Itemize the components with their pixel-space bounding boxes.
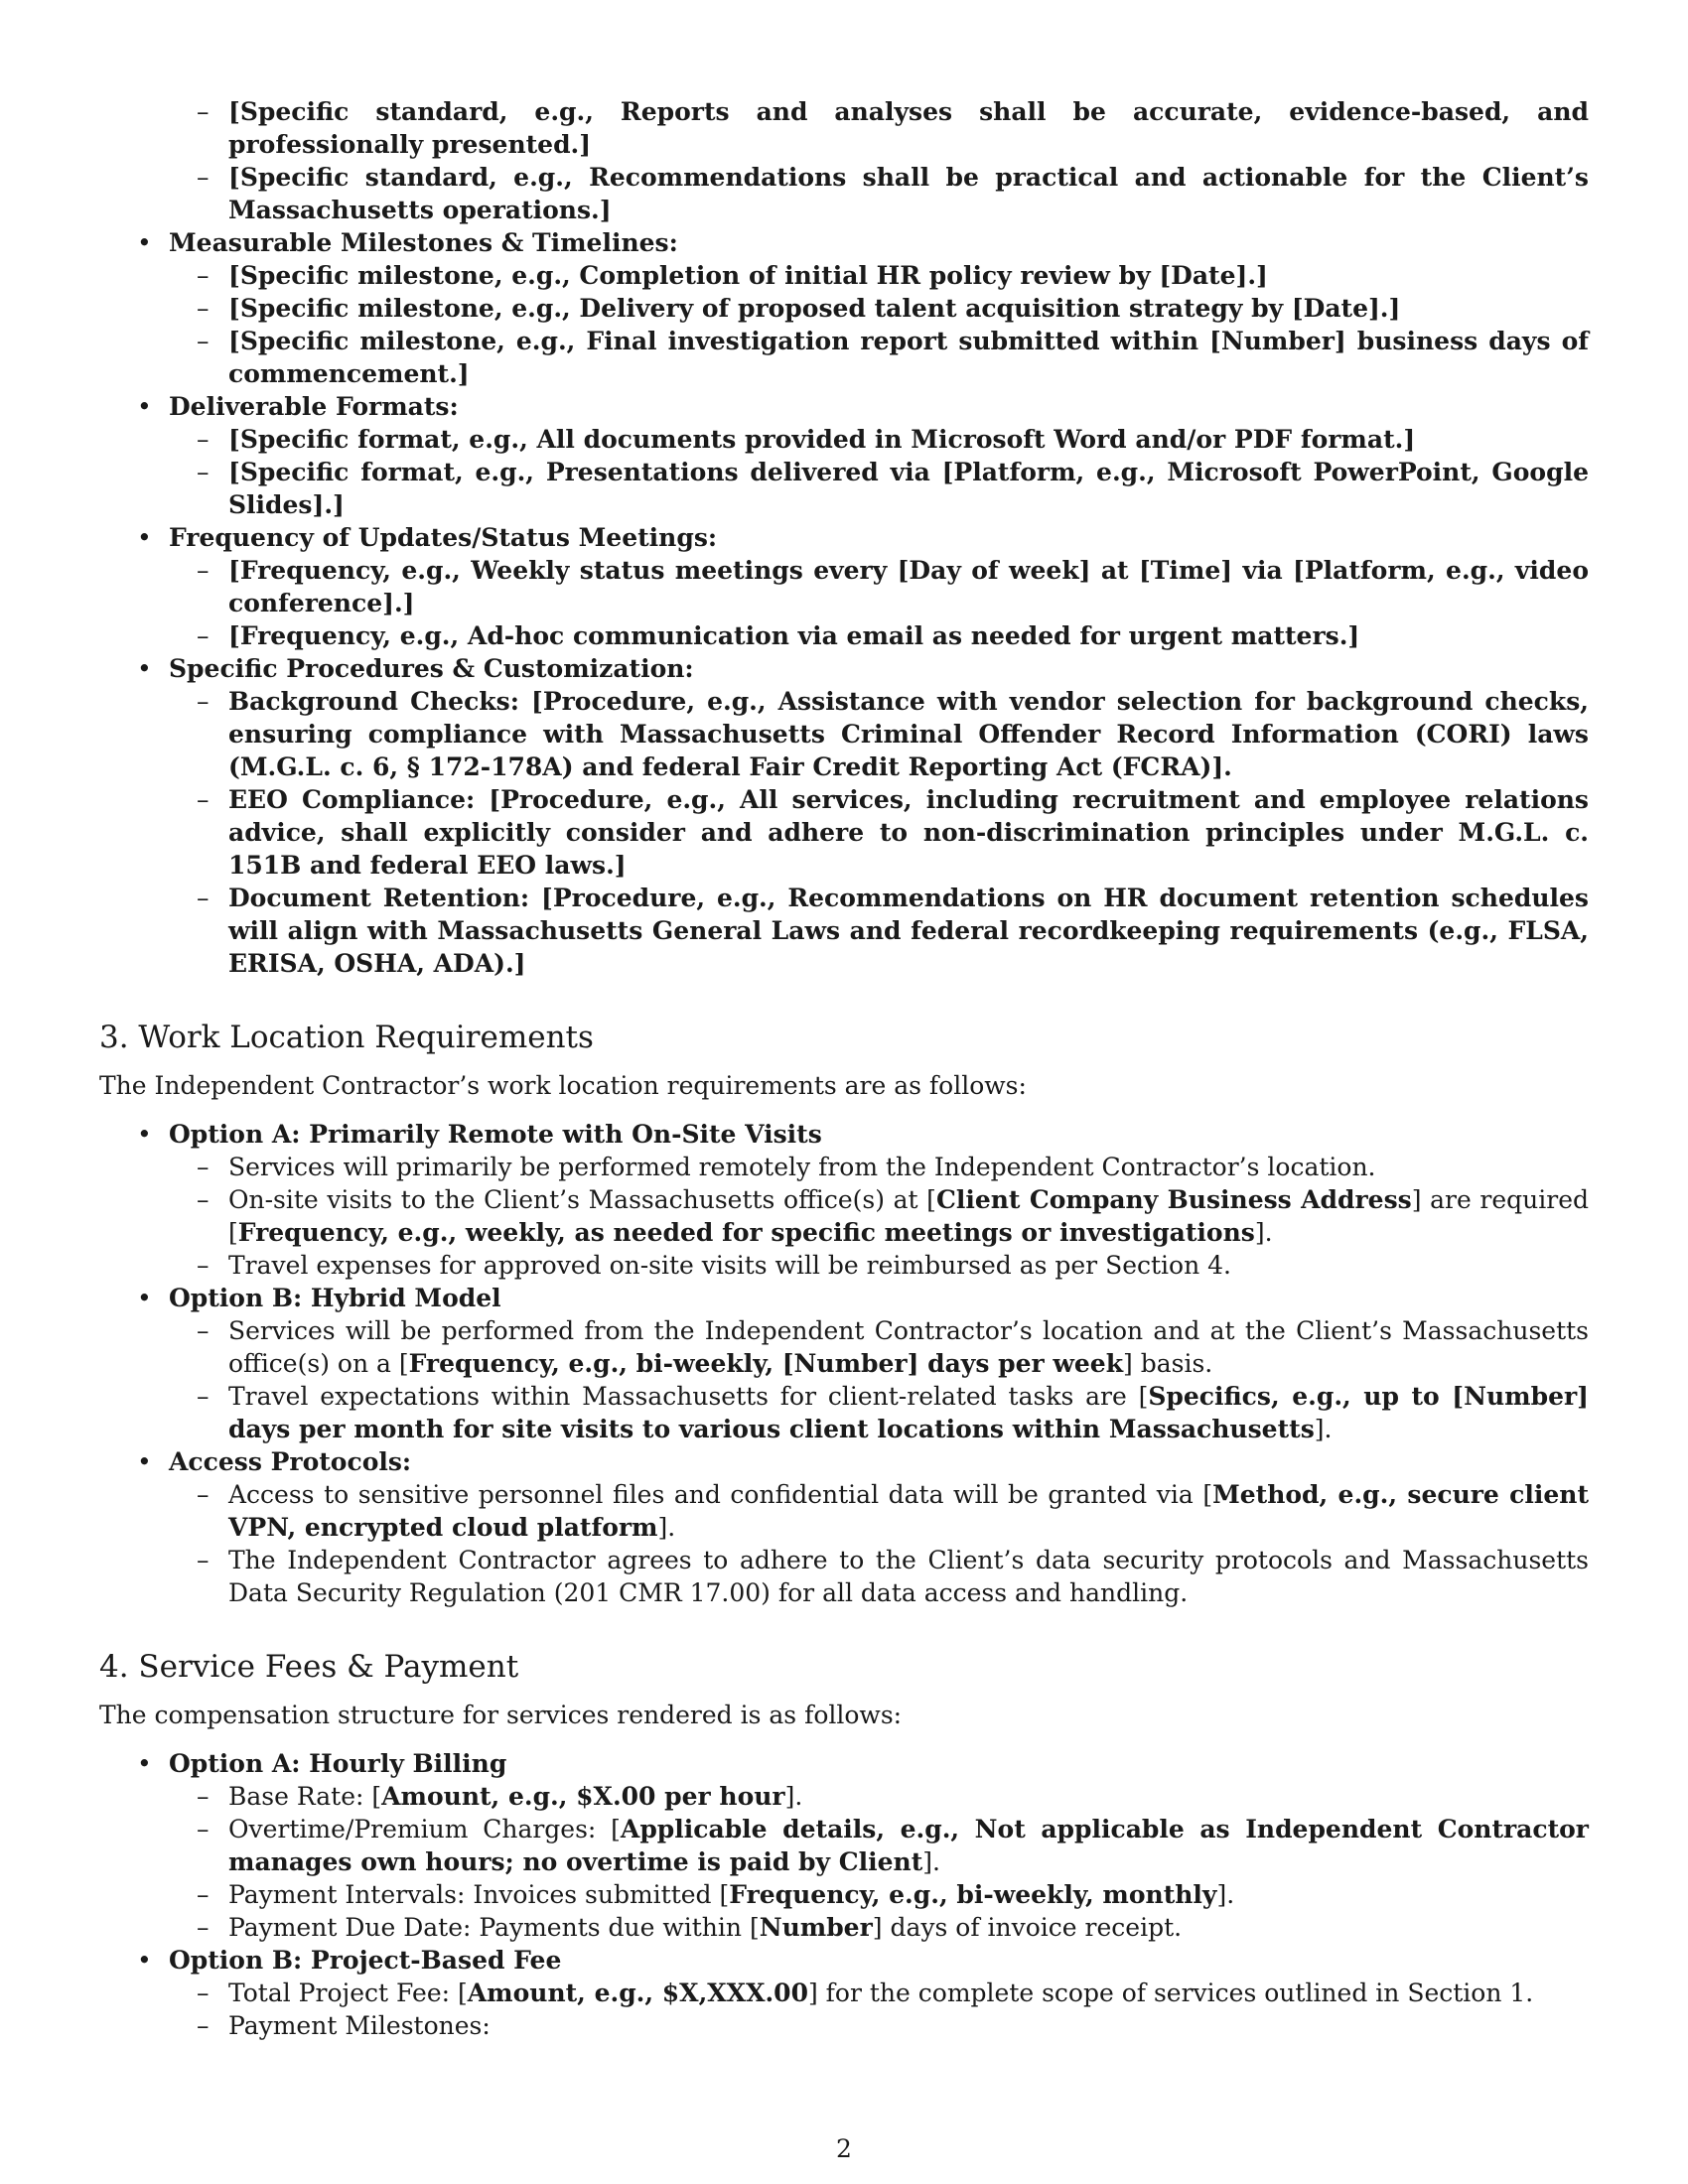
list-item: • Frequency of Updates/Status Meetings: bbox=[137, 523, 718, 552]
list-item: – [Frequency, e.g., Ad-hoc communication via email as needed for urgent matters.] bbox=[197, 621, 1360, 650]
list-item: – On-site visits to the Client’s Massachusetts office(s) at [Client Company Business Address] are required [Frequency, e.g., weekly, as needed for specific meetings or investigations]. bbox=[197, 1185, 1589, 1247]
updates-list bbox=[99, 521, 1589, 554]
milestones-list bbox=[99, 226, 1589, 259]
access-protocols bbox=[99, 1445, 1589, 1478]
page-number: 2 bbox=[836, 2134, 852, 2163]
list-item: – Document Retention: [Procedure, e.g., Recommendations on HR document retention schedules will align with Massachusetts General Laws and federal recordkeeping requirements (e.g., FLSA, ERISA, OSHA, ADA).] bbox=[197, 884, 1589, 978]
list-item: • Deliverable Formats: bbox=[137, 392, 459, 421]
section-4-heading: 4. Service Fees & Payment bbox=[99, 1649, 519, 1685]
section-4-intro: The compensation structure for services rendered is as follows: bbox=[99, 1701, 903, 1729]
procedures-sublist bbox=[99, 685, 1589, 980]
procedures-list bbox=[99, 652, 1589, 685]
list-item: – Travel expectations within Massachusetts for client-related tasks are [Specifics, e.g., up to [Number] days per month for site visits to various client locations within Massachusetts]. bbox=[197, 1382, 1589, 1443]
updates-sublist bbox=[99, 554, 1589, 652]
access-sublist bbox=[99, 1478, 1589, 1609]
list-item: • Option A: Primarily Remote with On-Site Visits bbox=[137, 1120, 822, 1149]
list-item: – [Specific standard, e.g., Recommendations shall be practical and actionable for the Client’s Massachusetts operations.] bbox=[197, 163, 1589, 224]
formats-sublist bbox=[99, 423, 1589, 521]
list-item: – The Independent Contractor agrees to adhere to the Client’s data security protocols and Massachusetts Data Security Regulation (201 CMR 17.00) for all data access and handling. bbox=[197, 1546, 1589, 1607]
list-item: – [Specific milestone, e.g., Delivery of proposed talent acquisition strategy by [Date].] bbox=[197, 294, 1401, 323]
list-item: – [Specific standard, e.g., Reports and analyses shall be accurate, evidence-based, and professionally presented.] bbox=[197, 97, 1589, 159]
list-item: – Total Project Fee: [Amount, e.g., $X,XXX.00] for the complete scope of services outlined in Section 1. bbox=[197, 1979, 1534, 2007]
fees-option-a bbox=[99, 1747, 1589, 1780]
list-item: – Payment Intervals: Invoices submitted [Frequency, e.g., bi-weekly, monthly]. bbox=[197, 1880, 1235, 1909]
list-item: – Access to sensitive personnel files and confidential data will be granted via [Method, e.g., secure client VPN, encrypted cloud platform]. bbox=[197, 1480, 1589, 1542]
list-item: – [Specific format, e.g., Presentations delivered via [Platform, e.g., Microsoft PowerPoint, Google Slides].] bbox=[197, 458, 1589, 519]
work-location-option-a bbox=[99, 1118, 1589, 1151]
section-3-heading: 3. Work Location Requirements bbox=[99, 1020, 594, 1055]
option-b-sublist bbox=[99, 1314, 1589, 1445]
fees-option-b-sublist bbox=[99, 1977, 1589, 2042]
list-item: – Services will be performed from the Independent Contractor’s location and at the Client’s Massachusetts office(s) on a [Frequency, e.g., bi-weekly, [Number] days per week] basis. bbox=[197, 1316, 1589, 1378]
list-item: – Payment Milestones: bbox=[197, 2011, 491, 2040]
section-3-intro: The Independent Contractor’s work location requirements are as follows: bbox=[99, 1071, 1027, 1100]
list-item: • Option B: Hybrid Model bbox=[137, 1284, 501, 1312]
formats-list bbox=[99, 390, 1589, 423]
list-item: • Option A: Hourly Billing bbox=[137, 1749, 507, 1778]
work-location-option-b bbox=[99, 1282, 1589, 1314]
document-page bbox=[99, 95, 1589, 2042]
list-item: • Option B: Project-Based Fee bbox=[137, 1946, 562, 1975]
list-item: – Base Rate: [Amount, e.g., $X.00 per hour]. bbox=[197, 1782, 803, 1811]
list-item: – Travel expenses for approved on-site visits will be reimbursed as per Section 4. bbox=[197, 1251, 1231, 1280]
list-item: – Services will primarily be performed remotely from the Independent Contractor’s location. bbox=[197, 1153, 1376, 1181]
option-a-sublist bbox=[99, 1151, 1589, 1282]
list-item: – [Specific format, e.g., All documents provided in Microsoft Word and/or PDF format.] bbox=[197, 425, 1416, 454]
list-item: – [Specific milestone, e.g., Completion of initial HR policy review by [Date].] bbox=[197, 261, 1268, 290]
list-item: • Access Protocols: bbox=[137, 1447, 412, 1476]
list-item: – Overtime/Premium Charges: [Applicable details, e.g., Not applicable as Independent Contractor manages own hours; no overtime is paid by Client]. bbox=[197, 1815, 1589, 1876]
list-item: – Background Checks: [Procedure, e.g., Assistance with vendor selection for background checks, ensuring compliance with Massachusetts Criminal Offender Record Information (CORI) laws (M.G.L. c. 6, § 172-178A) and federal Fair Credit Reporting Act (FCRA)]. bbox=[197, 687, 1589, 781]
list-item: – Payment Due Date: Payments due within [Number] days of invoice receipt. bbox=[197, 1913, 1183, 1942]
standards-sublist bbox=[99, 95, 1589, 226]
list-item: – [Frequency, e.g., Weekly status meetings every [Day of week] at [Time] via [Platform, e.g., video conference].] bbox=[197, 556, 1589, 617]
fees-option-a-sublist bbox=[99, 1780, 1589, 1944]
milestones-sublist bbox=[99, 259, 1589, 390]
list-item: – EEO Compliance: [Procedure, e.g., All services, including recruitment and employee relations advice, shall explicitly consider and adhere to non-discrimination principles under M.G.L. c. 151B and federal EEO laws.] bbox=[197, 785, 1589, 880]
list-item: – [Specific milestone, e.g., Final investigation report submitted within [Number] business days of commencement.] bbox=[197, 327, 1589, 388]
list-item: • Specific Procedures & Customization: bbox=[137, 654, 694, 683]
fees-option-b bbox=[99, 1944, 1589, 1977]
list-item: • Measurable Milestones & Timelines: bbox=[137, 228, 678, 257]
